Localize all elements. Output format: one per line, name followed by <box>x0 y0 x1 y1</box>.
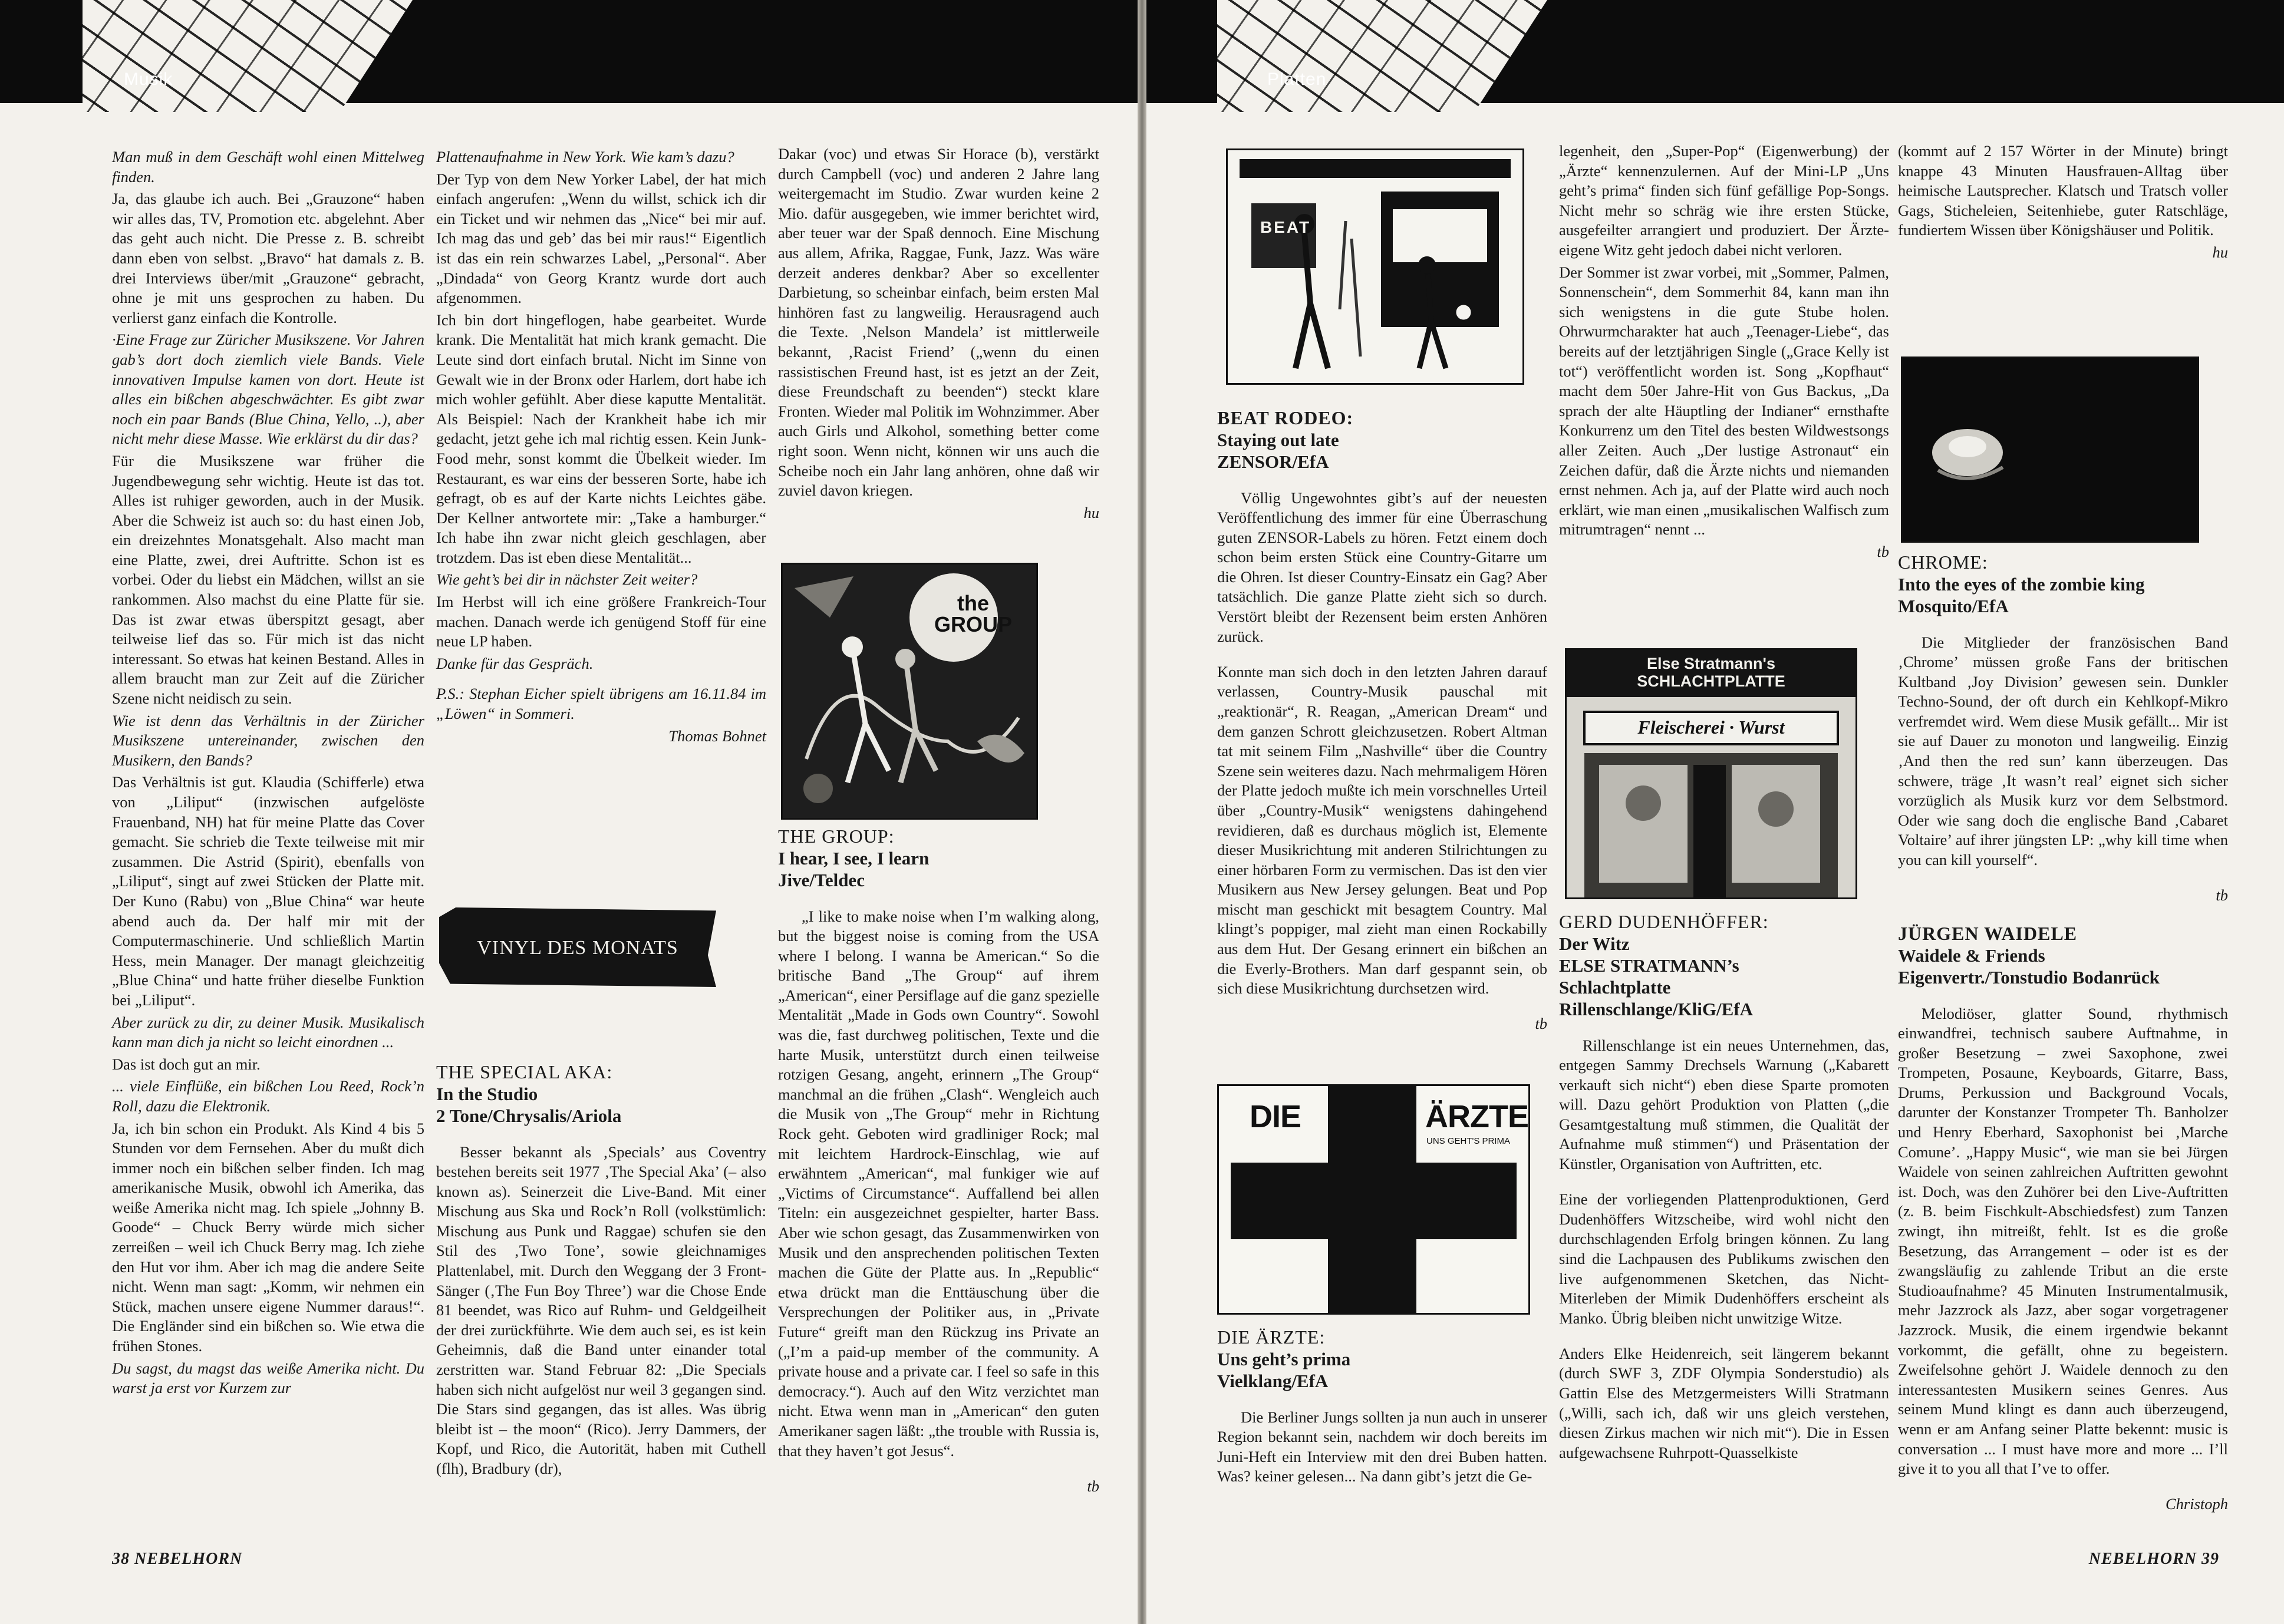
review-text-2: Eine der vorliegenden Plattenproduktionen, Gerd Dudenhöffers Witzscheibe, wird wohl nicht den durchschlagenden Erfolg bringen können. Zu lang sind die Lachpausen des Publikums zwischen den live aufgenommenen Sketchen, das Nicht-Miterleben der Mimik Dudenhöffers erscheint als Manko. Übrig bleiben nicht unwitzige Witze. <box>1559 1190 1889 1327</box>
interview-answer: Ich bin dort hingeflogen, habe gearbeitet. Wurde krank. Die Mentalität hat mich krank gemacht. Die Leute sind dort einfach brutal. Nicht im Sinne von Gewalt wie in der Bronx oder Harlem, dort habe ich mich wohler gefühlt. Aber diese kaputte Mentalität. Als Beispiel: Nach der Krankheit habe ich mir gedacht, jetzt gehe ich mal richtig essen. Kein Junk-Food mehr, sonst kommt die Übelkeit wieder. Im Restaurant, es war eins der besseren Sorte, habe ich gefragt, ob es auf der Karte nichts Leichtes gäbe. Der Kellner antwortete mir: „Take a hamburger.“ Ich habe ihn zwar nicht gleich geschlagen, aber trotzdem. Das ist eben diese Mentalität... <box>436 311 766 566</box>
interview-answer: Im Herbst will ich eine größere Frankreich-Tour machen. Danach werde ich genügend Stoff für eine neue LP haben. <box>436 593 766 651</box>
interview-question: ... viele Einflüße, ein bißchen Lou Reed, Rock’n Roll, dazu die Elektronik. <box>112 1077 424 1115</box>
review-continued-text: Dakar (voc) und etwas Sir Horace (b), verstärkt durch Campbell (voc) und anderen 2 Jahre lang weitergemacht im Studio. Zwar wurden keine 2 Mio. dafür ausgegeben, wie immer berichtet wird, aber teuer war der Spaß dennoch. Eine Mischung aus allem, Afrika, Raggae, Funk, Jazz. Was wäre derzeit anderes denkbar? Aber so excellenter Darbietung, so scheinbar einfach, beim ersten Mal hinhören fast zu langweilig. Herausragend auch die Texte. ‚Nelson Mandela’ ist mittlerweile bekannt, ‚Racist Friend’ („wenn du einen rassistischen Freund hast, ist es jetzt an der Zeit, diese Freundschaft zu beenden“) steckt klare Fronten. Wieder mal Politik im Wohnzimmer. Aber auch Girls und Alkohol, something better come right soon. Wenn nicht, können wir uns auch die Scheibe noch ein Jahr lang anhören, ohne daß wir zuviel davon kriegen. <box>778 145 1099 500</box>
album-cover-the-group <box>781 563 1038 820</box>
review-special-aka <box>436 1061 766 1494</box>
magazine-name: NEBELHORN <box>2088 1550 2197 1568</box>
review-text-continued: Konnte man sich doch in den letzten Jahren darauf verlassen, Country-Musik pauschal mit „reaktionär“, R. Reagan, „American Dream“ und dem ganzen Schrott gleichzusetzen. Robert Altman tat mit seinem Film „Nashville“ über die Country Szene sein weiteres dazu. Nach mehrmaligem Hören der Platte jedoch mußte ich mein vorschnelles Urteil über „Country-Musik“ wenigstens dahingehend revidieren, daß es durchaus möglich ist, Elemente dieser Musikrichtung mit anderen Stilrichtungen zu einer hörbaren Form zu vermischen. Das ist den vier Musikern aus New Jersey gelungen. Beat und Pop mischt man geschickt mit besagtem Country. Mal klingt’s poppiger, mal zieht man einen Rockabilly aus dem Hut. Der Gesang erinnert ein bißchen an die Everly-Brothers. Man darf gespannt sein, ob sich diese Musikrichtung durchsetzen wird. <box>1217 662 1547 998</box>
chrome-artwork <box>1903 358 2197 541</box>
interview-question: ·Eine Frage zur Züricher Musikszene. Vor Jahren gab’s dort doch ziemlich viele Bands. Viele innovativen Impulse kamen von dort. Heute ist alles ein bißchen abgeschwächter. Es gibt zwar noch ein paar Bands (Blue China, Yello, ..), aber nicht mehr diese Masse. Wie erklärst du dir das? <box>112 331 424 448</box>
review-title-2: Schlachtplatte <box>1559 977 1671 998</box>
review-text: Melodiöser, glatter Sound, rhythmisch einwandfrei, technisch saubere Auftnahme, in großer Besetzung – zwei Saxophone, zwei Trompeten, Posaune, Keyboards, Gitarre, Bass, Drums, Perkussion und Background Vocals, darunter der Konstanzer Trompeter Th. Banholzer und Henry Eberhard, Saxophonist bei ‚Marche Comune’. „Happy Music“, wie man sie bei Jürgen Waidele von seinen zahlreichen Auftritten gewohnt ist. Doch, was den Zuhörer bei den Live-Auftritten (z. B. beim Fischkult-Abschiedsfest) zum Tanzen zwingt, ihn mitreißt, fehlt. Ist es die große Besetzung, das Arrangement – oder ist es der zwangsläufig zu zahlende Tribut an die erste Studioaufnahme? 45 Minuten Instrumentalmusik, mehr Jazzrock als Jazz, aber sogar vorgetragener Jazzrock. Musik, die einem irgendwie bekannt vorkommt, die gefällt, ohne zu begeistern. Zweifelsohne gehört J. Waidele dennoch zu den interessantesten Musikern seines Genres. Aus seinem Mund klingt es dann auch überzeugend, wenn er am Anfang seiner Platte bekennt: music is conversation ... I must have more and more ... I’ll give it to you all that I’ve to offer. <box>1898 1004 2228 1478</box>
die-aerzte-cover-band-right: ÄRZTE <box>1425 1099 1528 1134</box>
interview-answer: Ja, ich bin schon ein Produkt. Als Kind 4 bis 5 Stunden vor dem Fernsehen. Aber du mußt dich immer noch ein bißchen selber finden. Ich mag amerikanische Musik, obwohl ich Amerika, das weiße Amerika nicht mag. Ich spiele „Johnny B. Goode“ – Chuck Berry würde mich sicher zerreißen – weil ich Chuck Berry mag. Ich ziehe den Hut vor ihm. Aber ich mag die andere Seite nicht. Wenn man sagt: „Komm, wir nehmen ein Stück, machen unsere eigene Nummer daraus!“. Die Engländer sind ein bißchen so. Wie etwa die frühen Stones. <box>112 1119 424 1355</box>
review-continued-text: (kommt auf 2 157 Wörter in der Minute) bringt knappe 43 Minuten Hausfrauen-Alltag über heimische Lautsprecher. Klatsch und Tratsch voller Gags, Sticheleien, Seitenhiebe, guter Ratschläge, fundiertem Wissen über Königshäuser und Politik. <box>1898 142 2228 239</box>
review-column-3 <box>1898 141 2228 263</box>
review-label: Eigenvertr./Tonstudio Bodanrück <box>1898 967 2160 988</box>
else-stratmann-cover-shop-sign: Fleischerei · Wurst <box>1637 717 1785 738</box>
review-artist: THE GROUP: <box>778 826 895 847</box>
interview-question: Plattenaufnahme in New York. Wie kam’s dazu? <box>436 148 734 166</box>
review-title: Uns geht’s prima <box>1217 1349 1351 1369</box>
review-title: Staying out late <box>1217 430 1339 450</box>
review-artist: THE SPECIAL AKA: <box>436 1061 613 1082</box>
section-label: Musik <box>124 70 173 89</box>
interview-answer: Das Verhältnis ist gut. Klaudia (Schifferle) etwa von „Liliput“ (inzwischen aufgelöste Frauenband, NH) hat für meine Platte das Cover gemacht. Sie schrieb die Texte teilweise mit mir zusammen. Die Astrid (Spirit), ebenfalls von „Liliput“, singt auf zwei Stücken der Platte mit. Der Kuno (Rabu) von „Blue China“ war heute abend auch da. Der half mir mit der Computermaschinerie. Und schließlich Martin Hess, mein Manager. Der managt gleichzeitig „Blue China“ und hatte früher dieselbe Funktion bei „Liliput“. <box>112 773 424 1009</box>
left-page <box>0 0 1138 1624</box>
review-artist: GERD DUDENHÖFFER: <box>1559 911 1769 932</box>
review-column-3 <box>778 144 1099 523</box>
page-footer <box>112 1550 242 1569</box>
review-label: ZENSOR/EfA <box>1217 451 1329 472</box>
postscript: P.S.: Stephan Eicher spielt übrigens am 16.11.84 im „Löwen“ in Sommeri. <box>436 685 766 723</box>
review-continued-text-2: Der Sommer ist zwar vorbei, mit „Sommer, Palmen, Sonnenschein“, dem Sommerhit 84, kann man ihn sich wenigstens in die gute Stube holen. Ohrwurmcharakter hat auch „Teenager-Liebe“, das bereits auf der letztjährigen Single („Grace Kelly ist tot“) veröffentlicht worden ist. Song „Kopfhaut“ macht dem 50er Jahre-Hit von Gus Backus, „Da sprach der alte Häuptling der Indianer“ ernsthafte Konkurrenz um den Titel des besten Wildwestsongs aller Zeiten. Auch „Der lustige Astronaut“ ein Zeichen dafür, daß die Ärzte nichts und niemanden ernst nehmen. Ach ja, auf der Platte wird auch noch erklärt, wie man einen „musikalischen Walfisch zum mitrumtragen“ nennt ... <box>1559 263 1889 539</box>
review-signature: hu <box>1083 503 1099 521</box>
review-title: Into the eyes of the zombie king <box>1898 574 2145 595</box>
review-column-2 <box>1559 141 1889 562</box>
review-artist: JÜRGEN WAIDELE <box>1898 923 2078 944</box>
review-beat-rodeo <box>1217 407 1547 1049</box>
review-label: Mosquito/EfA <box>1898 596 2009 616</box>
interview-question: Du sagst, du magst das weiße Amerika nicht. Du warst ja erst vor Kurzem zur <box>112 1359 424 1397</box>
review-title: I hear, I see, I learn <box>778 848 930 869</box>
review-title: Waidele & Friends <box>1898 945 2045 966</box>
review-signature: Christoph <box>2165 1495 2228 1513</box>
page-footer <box>2089 1550 2219 1569</box>
review-text: Rillenschlange ist ein neues Unternehmen, das, entgegen Sammy Drechsels Warnung („Kabarett verkauft sich nicht“) eben diese Sparte promoten will. Dazu gehört Produktion von Platten („die Gesamtgestaltung muß stimmen, die Qualität der Aufnahme muß stimmen“) und Präsentation der Künstler, Organisation von Auftritten, etc. <box>1559 1036 1889 1173</box>
review-die-aerzte <box>1217 1326 1547 1502</box>
review-the-group <box>778 825 1099 1512</box>
interview-question: Man muß in dem Geschäft wohl einen Mittelweg finden. <box>112 148 424 186</box>
magazine-name: NEBELHORN <box>134 1550 243 1568</box>
beat-rodeo-artwork <box>1228 150 1522 383</box>
review-signature: tb <box>2216 886 2228 905</box>
interview-column-1 <box>112 147 424 1398</box>
interview-question: Wie ist denn das Verhältnis in der Züricher Musikszene untereinander, zwischen den Musikern, den Bands? <box>112 711 424 769</box>
interview-question: Aber zurück zu dir, zu deiner Musik. Musikalisch kann man dich ja nicht so leicht einordnen ... <box>112 1013 424 1051</box>
page-number: 39 <box>2201 1550 2219 1568</box>
album-cover-die-aerzte <box>1217 1084 1530 1315</box>
review-text: Die Mitglieder der französischen Band ‚Chrome’ müssen große Fans der britischen Kultband ‚Joy Division’ gewesen sein. Dunkler Techno-Sound, der oft durch ein Kehlkopf-Mikro verfremdet wird. Wem diese Musik gefällt... Mir ist sie auf Dauer zu monoton und langweilig. Einzig ‚And then the red sun’ kann überzeugen. Das schwere, träge ‚It wasn’t real’ eignet sich sicher vorzüglich als Musik kurz vor dem Selbstmord. Oder wie sang doch die englische Band ‚Cabaret Voltaire’ auf ihrer jüngsten LP: „why kill time when you can kill yourself“. <box>1898 633 2228 869</box>
review-text: Völlig Ungewohntes gibt’s auf der neuesten Veröffentlichung des immer für eine Überraschung guten ZENSOR-Labels zu hören. Fetzt einem doch schon beim ersten Stück eine Country-Gitarre um die Ohren. Ist dieser Country-Einsatz ein Gag? Aber tatsächlich. Die ganze Platte zieht sich so durch. Verstört bleibt der Rezensent beim ersten Anhören zurück. <box>1217 488 1547 645</box>
vinyl-des-monats-label: VINYL DES MONATS <box>477 937 678 959</box>
review-text: „I like to make noise when I’m walking along, but the biggest noise is coming from the USA where I belong. I wanna be American.“ So die britische Band „The Group“ auf ihrem „American“, einer Persiflage auf die ganz spezielle Mentalität „Made in Gods own Country“. Sowohl was die, fast durchweg politischen, Texte und die harte Musik, unterstützt durch einen teilweise rotzigen Gesang, angeht, erinnern „The Group“ manchmal an die frühen „Clash“. Wengleich auch die Musik von „The Group“ mehr in Richtung Rock geht. Geboten wird gradliniger Rock; mal mit leichtem Hardrock-Einschlag, wie auf erwähntem „American“, mal funkiger wie auf „Victims of Circumstance“. Auffallend bei allen Titeln: ein ausgezeichnet gespielter, harter Bass. Aber wie schon gesagt, das Zusammenwirken von Musik und den ansprechenden politischen Texten machen die Güte der Platte aus. In „Republic“ etwa drückt man die Enttäuschung über die Versprechungen der Politiker aus, in „Private Future“ greift man den Rückzug ins Private an („I’m a paid-up member of the community. A private house and a private car. I feel so safe in this democracy.“). Auch auf den Witz verzichtet man nicht. Etwa wenn man in „American“ den guten Amerikaner sagen läßt: „the trouble with Russia is, that they haven’t got Jesus“. <box>778 907 1099 1460</box>
interview-answer: Der Typ von dem New Yorker Label, der hat mich einfach angerufen: „Wenn du willst, schick ich dir ein Ticket und wir nehmen das „Nice“ bei mir auf. Ich mag das und geb’ das bei mir raus!“ Eigentlich ist das ein rein schwarzes Label, „Personal“. Aber „Dindada“ von Georg Krantz wurde dort auch afgenommen. <box>436 170 766 307</box>
review-signature: tb <box>1877 542 1889 560</box>
the-group-cover-title: the GROUP <box>934 591 1012 636</box>
review-juergen-waidele <box>1898 922 2228 1530</box>
review-chrome <box>1898 551 2228 921</box>
review-title: Der Witz <box>1559 933 1630 954</box>
review-text-3: Anders Elke Heidenreich, seit längerem bekannt (durch SWF 3, ZDF Olympia Sonderstudio) als Gattin Else des Metzgermeisters Willi Stratmann („Willi, sach ich, daß wir uns gleich verstehen, diesen Zirkus machen wir nich mit“). Die in Essen aufgewachsene Ruhrpott-Quasselkiste <box>1559 1344 1889 1461</box>
review-artist: BEAT RODEO: <box>1217 407 1354 428</box>
die-aerzte-cover-subtitle: UNS GEHT'S PRIMA <box>1426 1136 1511 1146</box>
review-title: In the Studio <box>436 1084 538 1104</box>
review-label: 2 Tone/Chrysalis/Ariola <box>436 1105 622 1126</box>
author-signature: Thomas Bohnet <box>668 727 766 745</box>
review-label: Jive/Teldec <box>778 870 865 890</box>
album-cover-beat-rodeo <box>1226 148 1524 385</box>
review-artist-2: ELSE STRATMANN’s <box>1559 955 1739 976</box>
review-continued-text: legenheit, den „Super-Pop“ (Eigenwerbung) der „Ärzte“ kennenzulernen. Auf der Mini-LP „Uns geht’s prima“ finden sich fünf gefällige Pop-Songs. Nicht mehr so schräg wie ihre ersten Stücke, ausgefeilter arrangiert und produziert. Der Ärzte-eigene Witz geht jedoch dabei nicht verloren. <box>1559 142 1889 259</box>
review-text: Die Berliner Jungs sollten ja nun auch in unserer Region bekannt sein, nachdem wir doch bereits im Juni-Heft ein Interview mit den drei Buben hatten. Was? keiner gelesen... Na dann gibt’s jetzt die Ge- <box>1217 1408 1547 1486</box>
review-text: Besser bekannt als ‚Specials’ aus Coventry bestehen bereits seit 1977 ‚The Special Aka’ (– also known as). Seinerzeit die Live-Band. Mit einer Mischung aus Ska und Rock’n Roll (volkstümlich: Mischung aus Punk und Raggae) schufen sie den Stil des ‚Two Tone’, sowie gleichnamiges Plattenlabel, mit. Durch den Weggang der 3 Front-Sänger (‚The Fun Boy Three’) war die Chose Ende 81 beendet, was Rico auf Ruhm- und Geldgeilheit der drei zurückführte. Wie dem auch sei, es ist kein Geheimnis, daß die Band unter einander total zerstritten war. Stand Februar 82: „Die Specials haben sich nicht aufgelöst nur weil 3 gegangen sind. Die Stars sind gegangen, das ist alles. Was übrig bleibt ist – the moon“ (Rico). Jerry Dammers, der Kopf, und Rico, die Autorität, haben mit Cuthell (flh), Bradbury (dr), <box>436 1143 766 1477</box>
review-signature: hu <box>2212 243 2228 261</box>
review-signature: tb <box>1087 1477 1099 1495</box>
page-number: 38 <box>112 1550 130 1568</box>
interview-answer: Das ist doch gut an mir. <box>112 1055 261 1073</box>
right-page <box>1146 0 2284 1624</box>
die-aerzte-cover-band-left: DIE <box>1250 1099 1301 1134</box>
review-label: Vielklang/EfA <box>1217 1371 1329 1391</box>
album-cover-chrome <box>1901 357 2199 543</box>
interview-column-2 <box>436 147 766 746</box>
interview-answer: Ja, das glaube ich auch. Bei „Grauzone“ haben wir alles das, TV, Promotion etc. abgelehnt. Aber das geht auch nicht. Die Presse z. B. schreibt dann eben von selbst. „Bravo“ hat damals z. B. drei Interviews über/mit „Grauzone“ gebracht, ohne je mit uns gesprochen zu haben. Du verlierst ganz einfach die Kontrolle. <box>112 190 424 326</box>
interview-answer: Für die Musikszene war früher die Jugendbewegung sehr wichtig. Heute ist das tot. Alles ist ruhiger geworden, auch in der Musik. Aber die Schweiz ist auch so: du hast einen Job, ein dreizehntes Monatsgehalt. Also macht man eine Platte, zwei, drei Auftritte. Schon ist es vorbei. Oder du liebst ein Mädchen, willst an sie rankommen. Also machst du eine Platte für sie. Das ist zwar etwas überspitzt gesagt, aber teilweise lief das so. Für mich ist das nicht interessant. So etwas hat keinen Bestand. Alles in allem braucht man zur Zeit auf die Züricher Szene nicht neidisch zu sein. <box>112 451 424 708</box>
review-artist: CHROME: <box>1898 552 1988 573</box>
review-signature: tb <box>1535 1015 1547 1033</box>
review-label: Rillenschlange/KliG/EfA <box>1559 999 1753 1019</box>
album-cover-else-stratmann <box>1565 648 1857 899</box>
section-label: Platten <box>1267 70 1327 89</box>
interview-question: Wie geht’s bei dir in nächster Zeit weiter? <box>436 570 698 589</box>
beat-rodeo-cover-sign: BEAT <box>1260 218 1311 236</box>
review-dudenhoeffer-stratmann <box>1559 910 1889 1478</box>
review-artist: DIE ÄRZTE: <box>1217 1326 1326 1348</box>
else-stratmann-cover-title: Else Stratmann's SCHLACHTPLATTE <box>1637 655 1785 690</box>
interview-question: Danke für das Gespräch. <box>436 654 594 672</box>
spine-gutter <box>1138 0 1146 1624</box>
